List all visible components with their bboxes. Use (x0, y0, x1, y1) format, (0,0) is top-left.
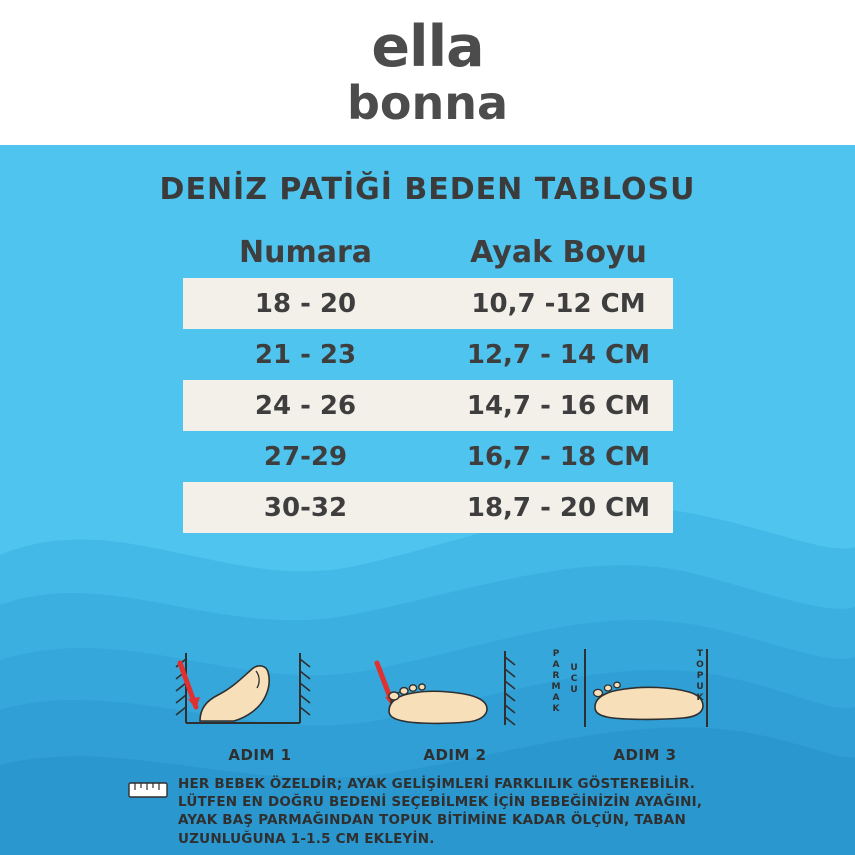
cell-ayak-boyu: 14,7 - 16 CM (466, 390, 651, 421)
step-2-label: ADIM 2 (423, 746, 487, 764)
note-line-3: AYAK BAŞ PARMAĞINDAN TOPUK BİTİMİNE KADAR ÖLÇÜN, TABAN (178, 812, 686, 829)
note-line-2: LÜTFEN EN DOĞRU BEDENİ SEÇEBİLMEK İÇİN BEBEĞİNİZİN AYAĞINI, (178, 794, 703, 811)
column-header-ayak-boyu: Ayak Boyu (470, 235, 647, 270)
label-parmak: PARMAK (551, 649, 561, 715)
brand-name-secondary: bonna (346, 75, 509, 130)
size-table (183, 227, 673, 533)
brand-logo (0, 14, 855, 130)
page-title: DENİZ PATİĞİ BEDEN TABLOSU (159, 172, 696, 207)
step-1 (160, 645, 360, 764)
note-line-4: UZUNLUĞUNA 1-1.5 CM EKLEYİN. (178, 830, 435, 847)
table-row (183, 431, 673, 482)
step-1-label: ADIM 1 (228, 746, 292, 764)
measurement-steps (0, 645, 855, 764)
blue-panel (0, 145, 855, 855)
cell-ayak-boyu: 18,7 - 20 CM (466, 492, 651, 523)
step-3 (545, 645, 745, 764)
table-row (183, 380, 673, 431)
table-row (183, 329, 673, 380)
cell-ayak-boyu: 10,7 -12 CM (471, 288, 646, 319)
label-ucu: UCU (569, 663, 579, 696)
step-3-label: ADIM 3 (613, 746, 677, 764)
foot-side-view-icon (160, 645, 360, 745)
table-header-row (183, 227, 673, 278)
cell-ayak-boyu: 16,7 - 18 CM (466, 441, 651, 472)
cell-numara: 24 - 26 (254, 390, 357, 421)
cell-ayak-boyu: 12,7 - 14 CM (466, 339, 651, 370)
footer-note (128, 775, 828, 848)
note-line-1: HER BEBEK ÖZELDİR; AYAK GELİŞİMLERİ FARKLILIK GÖSTEREBİLİR. (178, 776, 696, 792)
column-header-numara: Numara (238, 235, 372, 270)
cell-numara: 30-32 (263, 492, 348, 523)
cell-numara: 21 - 23 (254, 339, 357, 370)
cell-numara: 27-29 (263, 441, 348, 472)
brand-name-primary: ella (371, 14, 484, 80)
foot-outline-icon (355, 645, 555, 745)
table-row (183, 278, 673, 329)
cell-numara: 18 - 20 (254, 288, 357, 319)
step-2 (355, 645, 555, 764)
table-row (183, 482, 673, 533)
ruler-icon (128, 779, 168, 801)
footer-note-text (178, 775, 702, 848)
label-topuk: TOPUK (695, 649, 705, 704)
